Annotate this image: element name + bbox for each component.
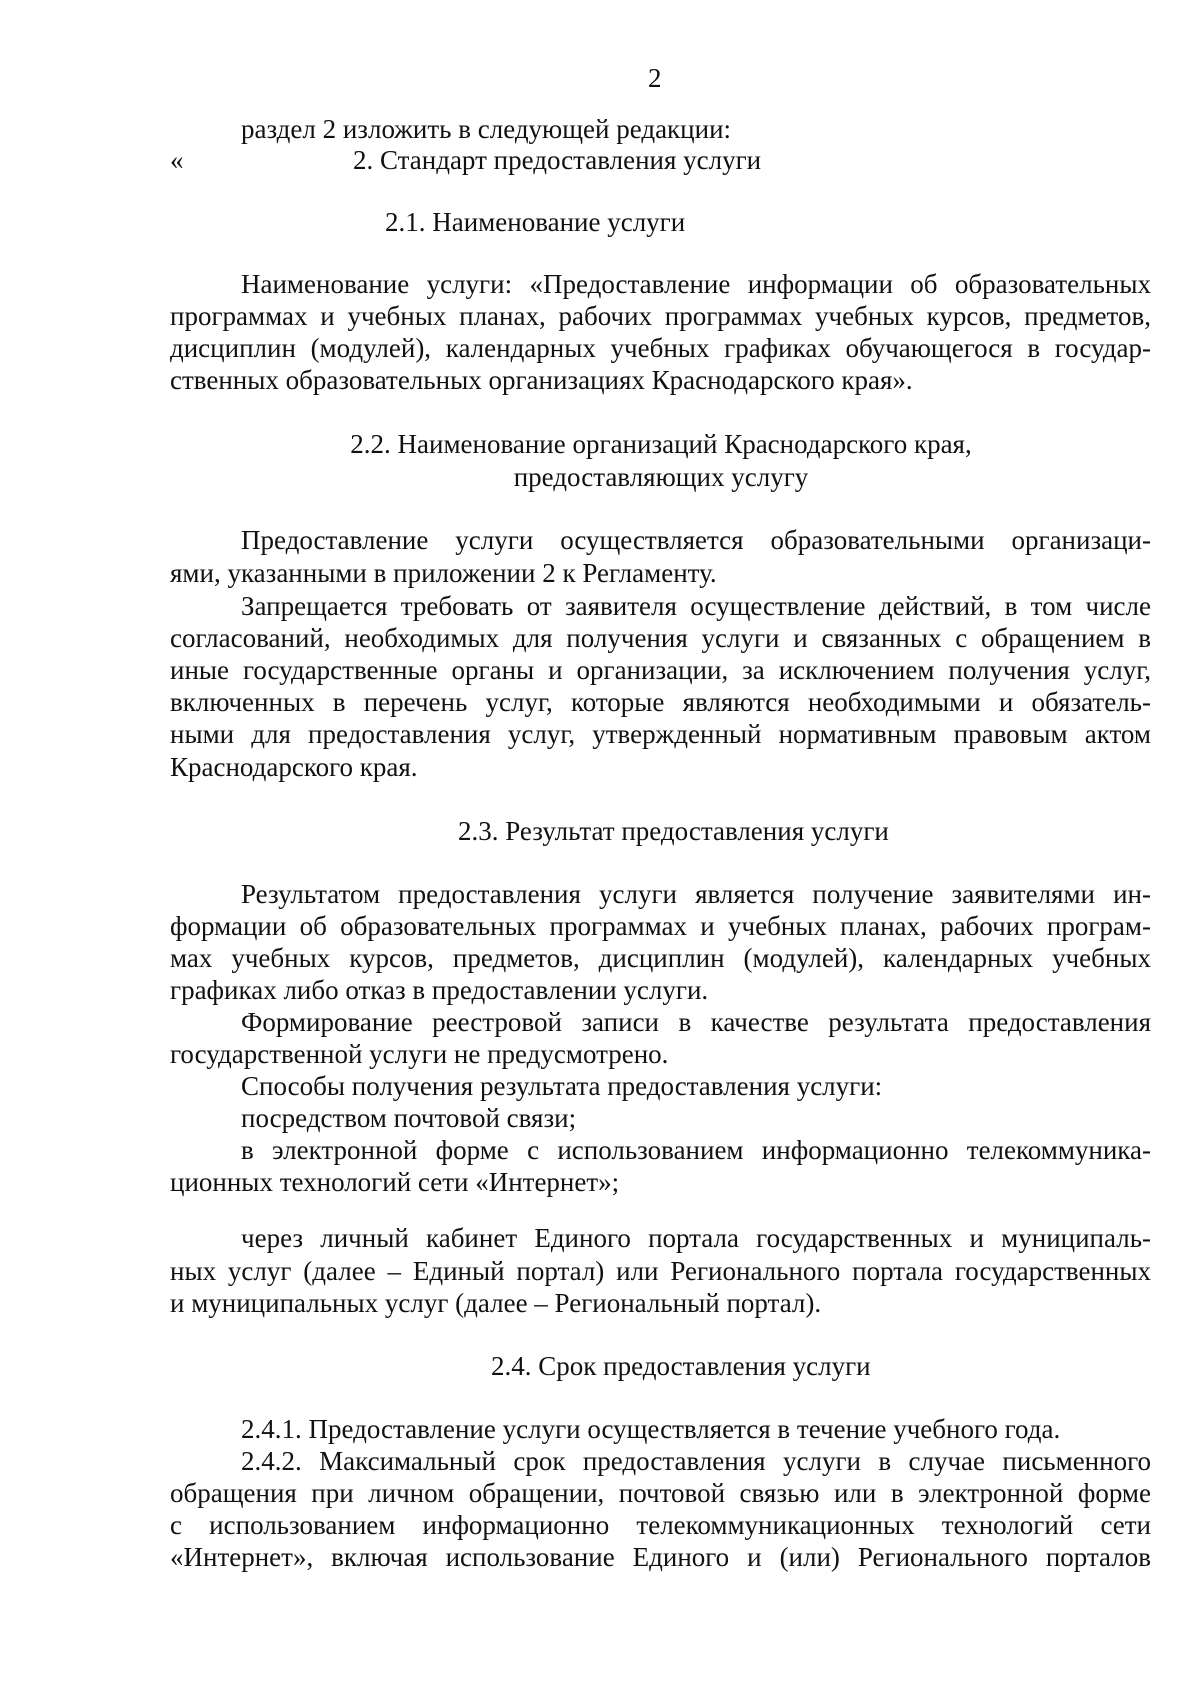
heading-2-4: 2.4. Срок предоставления услуги <box>491 1351 871 1381</box>
paragraph-line: и муниципальных услуг (далее – Региональный портал). <box>170 1288 822 1318</box>
paragraph-line: дисциплин (модулей), календарных учебных графиках обучающегося в государ- <box>170 333 1151 363</box>
paragraph-line: в электронной форме с использованием информационно телекоммуника- <box>241 1135 1151 1165</box>
paragraph-line: Наименование услуги: «Предоставление информации об образовательных <box>241 269 1151 299</box>
paragraph-line: формации об образовательных программах и учебных планах, рабочих програм- <box>170 911 1151 941</box>
heading-2-2-line1: 2.2. Наименование организаций Краснодарского края, <box>350 429 972 459</box>
paragraph-line: 2.4.2. Максимальный срок предоставления услуги в случае письменного <box>241 1446 1151 1476</box>
paragraph-line: «Интернет», включая использование Единого и (или) Регионального порталов <box>170 1542 1151 1572</box>
paragraph-line: Запрещается требовать от заявителя осуществление действий, в том числе <box>241 591 1151 621</box>
heading-2-2-line2: предоставляющих услугу <box>513 462 809 492</box>
paragraph-line: Результатом предоставления услуги является получение заявителями ин- <box>241 879 1151 909</box>
paragraph-line: обращения при личном обращении, почтовой связью или в электронной форме <box>170 1478 1151 1508</box>
paragraph-line: Формирование реестровой записи в качестве результата предоставления <box>241 1007 1151 1037</box>
paragraph-line: Предоставление услуги осуществляется образовательными организаци- <box>241 525 1151 555</box>
page-number: 2 <box>648 63 662 93</box>
paragraph-line: включенных в перечень услуг, которые являются необходимыми и обязатель- <box>170 687 1151 717</box>
paragraph-line: Способы получения результата предоставления услуги: <box>241 1071 883 1101</box>
paragraph-line: государственной услуги не предусмотрено. <box>170 1039 669 1069</box>
open-quote: « <box>170 145 184 175</box>
intro-text: раздел 2 изложить в следующей редакции: <box>241 114 732 144</box>
paragraph-line: ственных образовательных организациях Краснодарского края». <box>170 365 913 395</box>
paragraph-line: ционных технологий сети «Интернет»; <box>170 1167 620 1197</box>
paragraph-line: ями, указанными в приложении 2 к Регламенту. <box>170 558 717 588</box>
paragraph-line: 2.4.1. Предоставление услуги осуществляется в течение учебного года. <box>241 1414 1061 1444</box>
paragraph-line: программах и учебных планах, рабочих программах учебных курсов, предметов, <box>170 301 1151 331</box>
paragraph-line: мах учебных курсов, предметов, дисциплин (модулей), календарных учебных <box>170 943 1151 973</box>
paragraph-line: графиках либо отказ в предоставлении услуги. <box>170 975 709 1005</box>
heading-2-3: 2.3. Результат предоставления услуги <box>458 816 889 846</box>
paragraph-line: посредством почтовой связи; <box>241 1103 577 1133</box>
section-title: 2. Стандарт предоставления услуги <box>353 145 762 175</box>
paragraph-line: ных услуг (далее – Единый портал) или Регионального портала государственных <box>170 1256 1151 1286</box>
paragraph-line: с использованием информационно телекоммуникационных технологий сети <box>170 1510 1151 1540</box>
paragraph-line: ными для предоставления услуг, утвержденный нормативным правовым актом <box>170 719 1151 749</box>
paragraph-line: иные государственные органы и организации, за исключением получения услуг, <box>170 655 1151 685</box>
paragraph-line: через личный кабинет Единого портала государственных и муниципаль- <box>241 1223 1151 1253</box>
heading-2-1: 2.1. Наименование услуги <box>385 207 686 237</box>
paragraph-line: согласований, необходимых для получения услуги и связанных с обращением в <box>170 623 1151 653</box>
paragraph-line: Краснодарского края. <box>170 752 418 782</box>
